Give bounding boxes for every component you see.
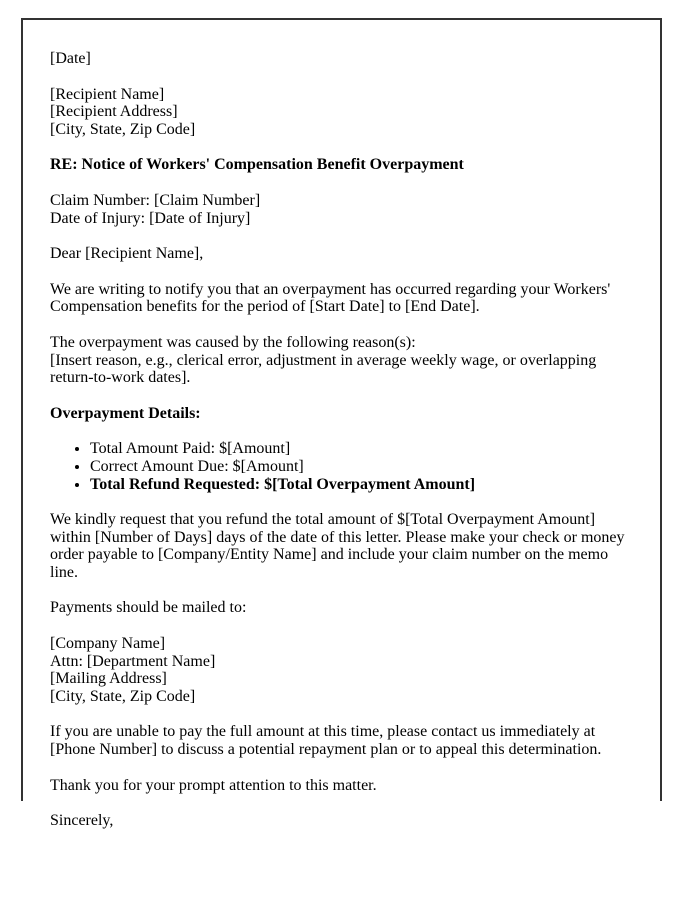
bullet-refund-requested: • Total Refund Requested: $[Total Overpayment Amount] [90, 476, 634, 494]
mailing-address: [Mailing Address] [50, 670, 167, 688]
letter-container [21, 18, 662, 830]
contact-paragraph: If you are unable to pay the full amount at this time, please contact us immediately at [Phone Number] to discuss a potential repayment plan or to appeal this determination. [50, 723, 602, 759]
refund-paragraph: We kindly request that you refund the total amount of $[Total Overpayment Amount] within [Number of Days] days of the date of this letter. Please make your check or money order payable to [Company/Entity Name] and include your claim number on the memo line. [50, 511, 625, 581]
date-line: [Date] [50, 50, 91, 67]
reason-lead: The overpayment was caused by the following reason(s): [50, 333, 416, 351]
reason-insert: [Insert reason, e.g., clerical error, adjustment in average weekly wage, or overlapping return-to-work dates]. [50, 351, 597, 387]
bullet-correct-due: • Correct Amount Due: $[Amount] [90, 458, 634, 476]
mailing-lead: Payments should be mailed to: [50, 599, 247, 617]
mailing-company: [Company Name] [50, 635, 166, 653]
details-list [50, 440, 634, 493]
mailing-attn: Attn: [Department Name] [50, 652, 216, 670]
recipient-block [50, 86, 634, 139]
recipient-address: [Recipient Address] [50, 103, 178, 121]
closing-line: Sincerely, [50, 812, 114, 830]
details-heading: Overpayment Details: [50, 404, 201, 422]
recipient-city-state-zip: [City, State, Zip Code] [50, 120, 196, 138]
reason-paragraph [50, 334, 634, 387]
claim-number-line: Claim Number: [Claim Number] [50, 191, 261, 209]
mailing-city-state-zip: [City, State, Zip Code] [50, 687, 196, 705]
date-of-injury-line: Date of Injury: [Date of Injury] [50, 209, 251, 227]
subject-line: RE: Notice of Workers' Compensation Benefit Overpayment [50, 156, 464, 174]
intro-paragraph: We are writing to notify you that an overpayment has occurred regarding your Workers' Compensation benefits for the period of [Start Date] to [End Date]. [50, 280, 611, 316]
recipient-name: [Recipient Name] [50, 85, 165, 103]
thanks-paragraph: Thank you for your prompt attention to this matter. [50, 776, 377, 794]
salutation: Dear [Recipient Name], [50, 245, 204, 263]
mailing-address-block [50, 635, 634, 705]
bullet-total-paid: • Total Amount Paid: $[Amount] [90, 440, 634, 458]
claim-block [50, 192, 634, 227]
